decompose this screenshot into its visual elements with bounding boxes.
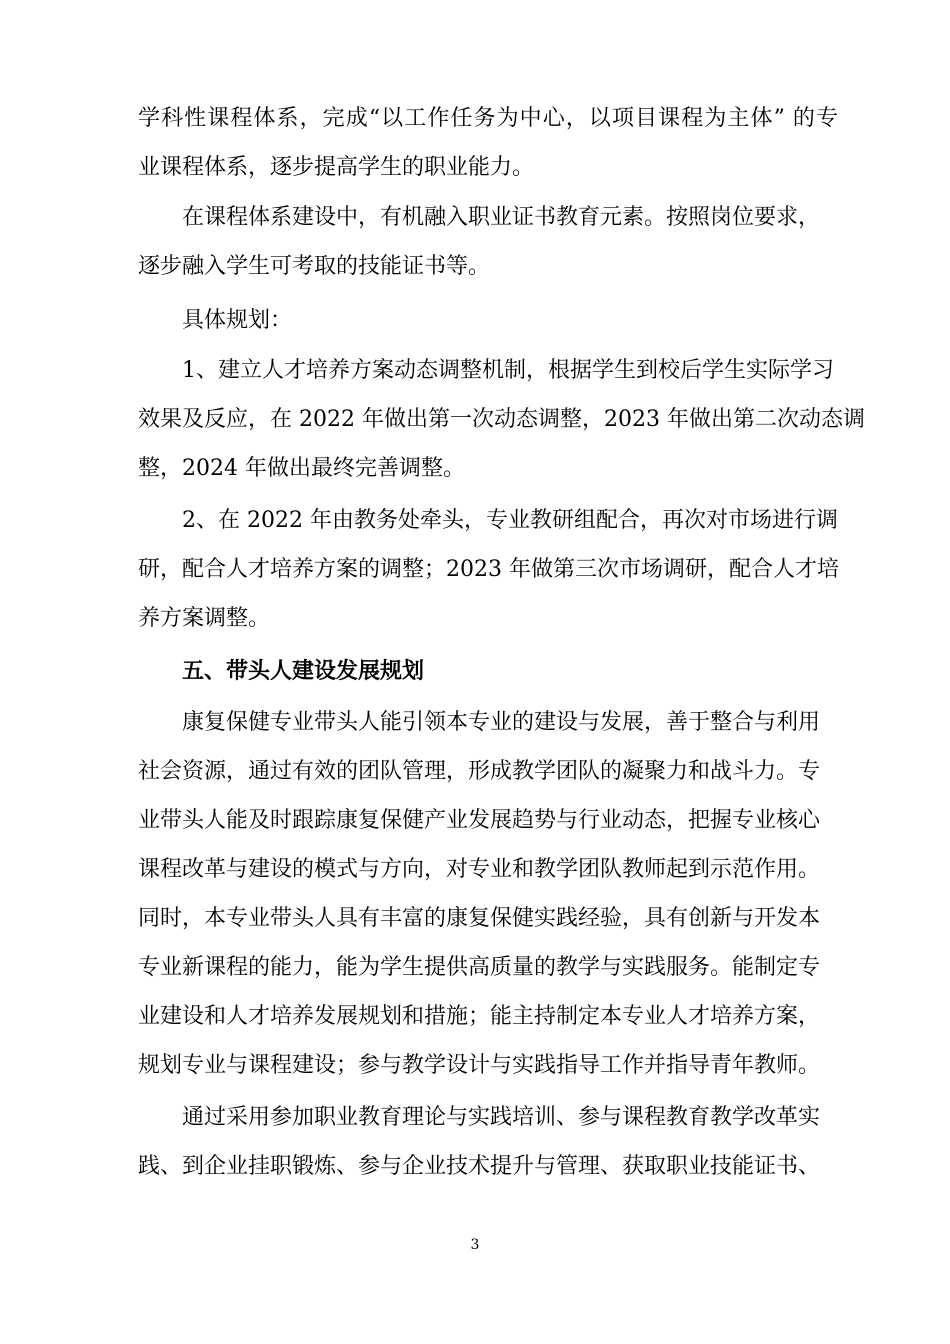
body-text-line: 践、到企业挂职锻炼、参与企业技术提升与管理、获取职业技能证书、 — [138, 1154, 821, 1179]
body-text-line: 逐步融入学生可考取的技能证书等。 — [138, 254, 491, 279]
page-number: 3 — [470, 1237, 480, 1253]
section-heading: 五、带头人建设发展规划 — [182, 658, 425, 684]
body-text-line: 效果及反应，在 2022 年做出第一次动态调整，2023 年做出第二次动态调 — [138, 407, 865, 432]
list-item-line: 1、建立人才培养方案动态调整机制，根据学生到校后学生实际学习 — [182, 358, 834, 383]
body-text-line: 学科性课程体系，完成“以工作任务为中心，以项目课程为主体” 的专 — [138, 106, 838, 131]
list-item-line: 2、在 2022 年由教务处牵头，专业教研组配合，再次对市场进行调 — [182, 508, 838, 533]
body-text-line: 业带头人能及时跟踪康复保健产业发展趋势与行业动态，把握专业核心 — [138, 808, 821, 833]
body-text-line: 同时，本专业带头人具有丰富的康复保健实践经验，具有创新与开发本 — [138, 906, 821, 931]
paragraph-first-line: 康复保健专业带头人能引领本专业的建设与发展，善于整合与利用 — [182, 710, 821, 735]
body-text-line: 社会资源，通过有效的团队管理，形成教学团队的凝聚力和战斗力。专 — [138, 759, 821, 784]
body-text-line: 整，2024 年做出最终完善调整。 — [138, 456, 465, 481]
body-text-line: 业课程体系，逐步提高学生的职业能力。 — [138, 155, 535, 180]
body-text-line: 研，配合人才培养方案的调整；2023 年做第三次市场调研，配合人才培 — [138, 557, 839, 582]
body-text-line: 规划专业与课程建设；参与教学设计与实践指导工作并指导青年教师。 — [138, 1053, 821, 1078]
body-text-line: 专业新课程的能力，能为学生提供高质量的教学与实践服务。能制定专 — [138, 955, 821, 980]
body-text-line: 养方案调整。 — [138, 606, 271, 631]
paragraph-first-line: 在课程体系建设中，有机融入职业证书教育元素。按照岗位要求， — [182, 205, 821, 230]
body-text-line: 课程改革与建设的模式与方向，对专业和教学团队教师起到示范作用。 — [138, 857, 821, 882]
paragraph-first-line: 通过采用参加职业教育理论与实践培训、参与课程教育教学改革实 — [182, 1105, 821, 1130]
paragraph-first-line: 具体规划： — [182, 308, 293, 333]
body-text-line: 业建设和人才培养发展规划和措施；能主持制定本专业人才培养方案， — [138, 1004, 821, 1029]
